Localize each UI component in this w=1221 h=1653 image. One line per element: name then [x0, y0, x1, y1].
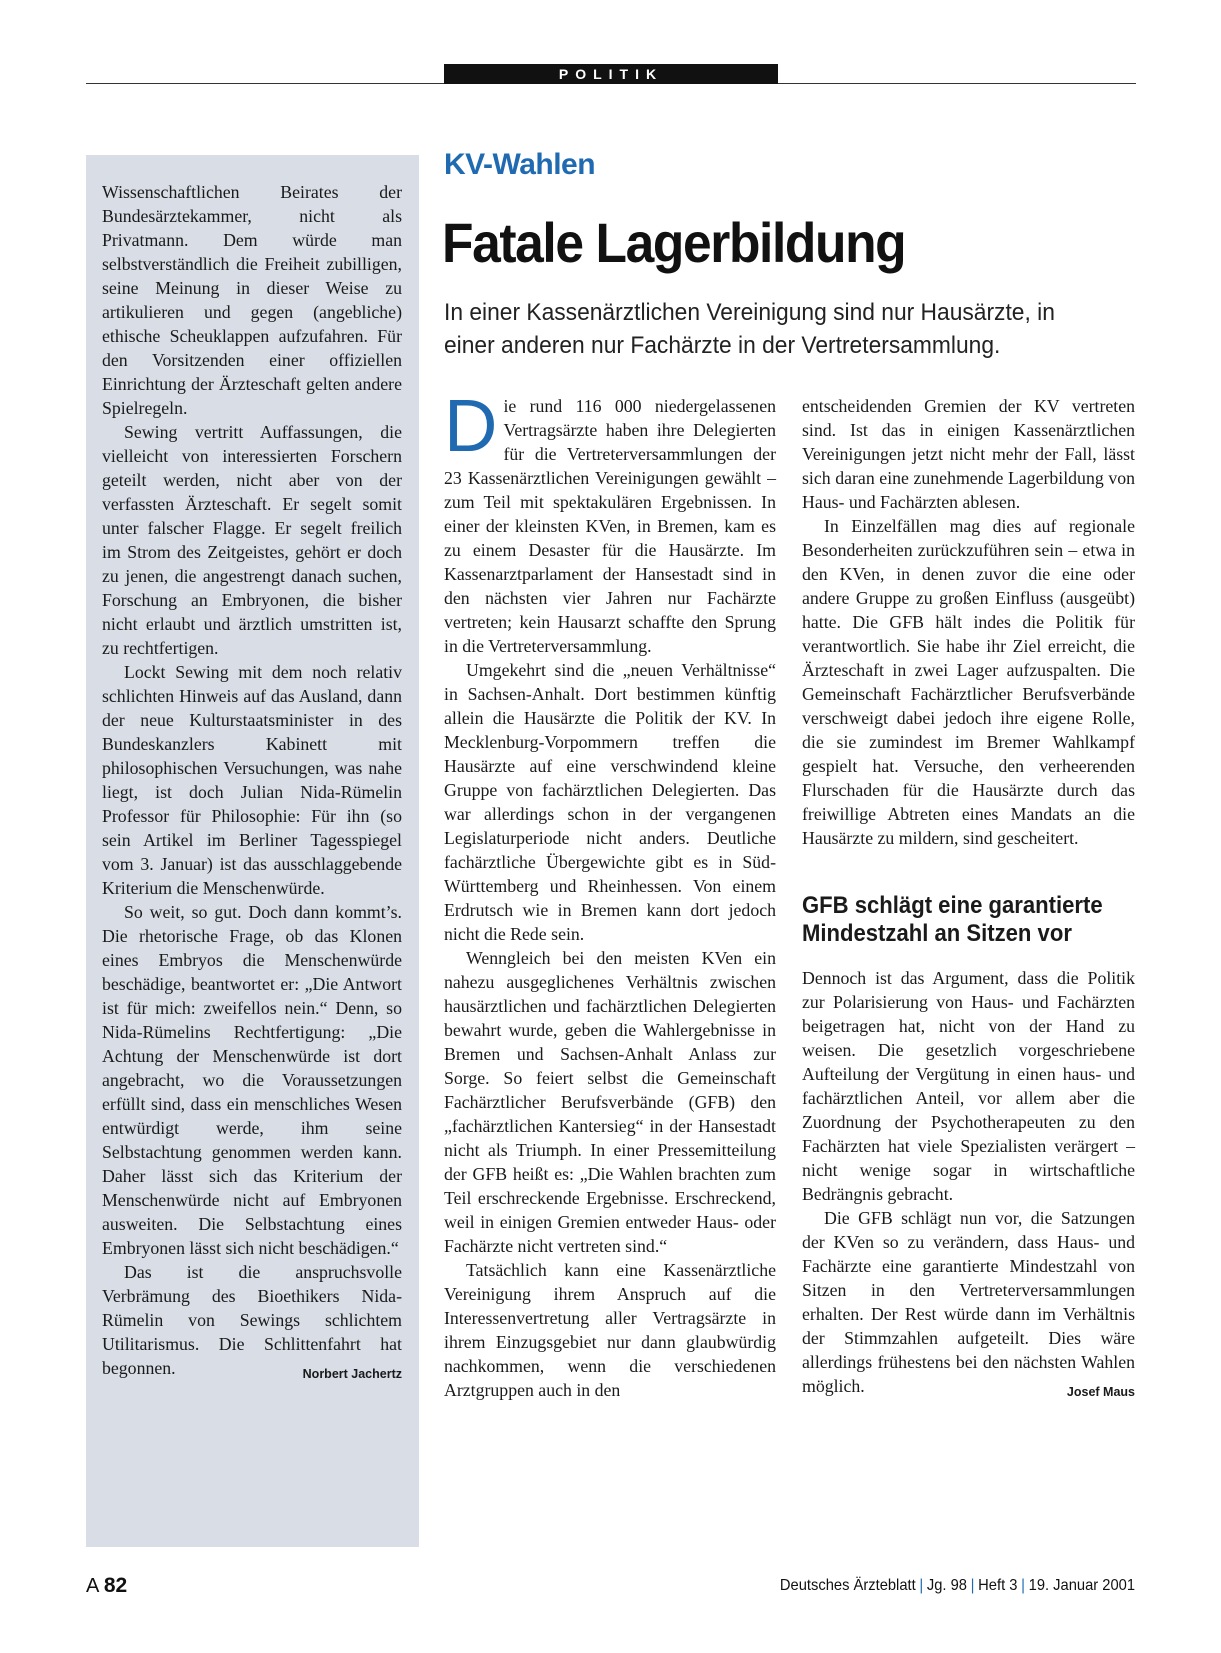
drop-cap: D: [444, 384, 498, 467]
sidebar-paragraph: So weit, so gut. Doch dann kommt’s. Die rhetorische Frage, ob das Klonen eines Embryos die Menschenwürde beschädige, beantwortet er: „Die Antwort ist für mich: zweifellos nein.“ Denn, so Nida-Rümelins Rechtfertigung: „Die Achtung der Menschenwürde ist dort angebracht, wo die Voraussetzungen erfüllt sind, dass ein menschliches Wesen entwürdigt werde, ihm seine Selbstachtung genommen werden kann. Daher lässt sich das Kriterium der Menschenwürde nicht auf Embryonen ausweiten. Die Selbstachtung eines Embryonen lässt sich nicht beschädigen.“: [102, 902, 402, 1258]
journal-issue: Heft 3: [978, 1577, 1018, 1594]
page-prefix: A: [86, 1575, 99, 1597]
sidebar-paragraph: [102, 1260, 402, 1380]
sidebar-text: [102, 180, 402, 1386]
article-paragraph: entscheidenden Gremien der KV vertreten sind. Ist das in einigen Kassenärztlichen Vereinigungen jetzt nicht mehr der Fall, lässt sich daran eine zunehmende Lagerbildung von Haus- und Fachärzten ablesen.: [802, 396, 1135, 512]
section-label: POLITIK: [444, 64, 778, 84]
journal-volume: Jg. 98: [926, 1577, 967, 1594]
article-paragraph: Umgekehrt sind die „neuen Verhältnisse“ in Sachsen-Anhalt. Dort bestimmen künftig allein die Hausärzte die Politik der KV. In Mecklenburg-Vorpommern treffen die Hausärzte auf eine verschwindend kleine Gruppe von fachärztlichen Delegierten. Das war allerdings schon in der vergangenen Legislaturperiode nicht anders. Deutliche fachärztliche Übergewichte gibt es in Süd-Württemberg und Rheinhessen. Von einem Erdrutsch wie in Bremen kann dort jedoch nicht die Rede sein.: [444, 660, 776, 944]
sidebar-paragraph: Lockt Sewing mit dem noch relativ schlichten Hinweis auf das Ausland, dann der neue Kulturstaatsminister in des Bundeskanzlers Kabinett mit philosophischen Versuchungen, was nahe liegt, ist doch Julian Nida-Rümelin Professor für Philosophie: Für ihn (so sein Artikel im Berliner Tagesspiegel vom 3. Januar) ist das ausschlaggebende Kriterium die Menschenwürde.: [102, 662, 402, 898]
subheading: GFB schlägt eine garantierte Mindestzahl an Sitzen vor: [802, 892, 1103, 947]
article-column-1: [444, 384, 776, 1402]
article-column-2: [802, 394, 1135, 1404]
article-author: Josef Maus: [1066, 1385, 1135, 1399]
kicker: KV-Wahlen: [444, 148, 596, 181]
headline: Fatale Lagerbildung: [442, 211, 906, 274]
page-number-value: 82: [103, 1574, 128, 1597]
article-last-text: Die GFB schlägt nun vor, die Satzungen der KVen so zu verändern, dass Haus- und Fachärzte eine garantierte Mindestzahl von Sitzen in den Vertreterversammlungen erhalten. Der Rest würde dann im Verhältnis der Stimmzahlen aufgeteilt. Dies wäre allerdings frühestens bei den nächsten Wahlen möglich.: [802, 1208, 1135, 1396]
sidebar-paragraph: Wissenschaftlichen Beirates der Bundesärztekammer, nicht als Privatmann. Dem würde man selbstverständlich die Freiheit zubilligen, seine Meinung in dieser Weise zu artikulieren und gegen (angebliche) ethische Scheuklappen aufzufahren. Für den Vorsitzenden einer offiziellen Einrichtung der Ärzteschaft gelten andere Spielregeln.: [102, 182, 402, 418]
article-paragraph: Wenngleich bei den meisten KVen ein nahezu ausgeglichenes Verhältnis zwischen hausärztlichen und fachärztlichen Delegierten bewahrt wurde, geben die Wahlergebnisse in Bremen und Sachsen-Anhalt Anlass zur Sorge. So feiert selbst die Gemeinschaft Fachärztlicher Berufsverbände (GFB) den „fachärztlichen Kantersieg“ in der Hansestadt nicht als Triumph. In einer Pressemitteilung der GFB heißt es: „Die Wahlen brachten zum Teil erschreckende Ergebnisse. Erschreckend, weil in einigen Gremien entweder Haus- oder Fachärzte nicht vertreten sind.“: [444, 948, 776, 1256]
separator: |: [970, 1577, 975, 1594]
article-paragraph: Tatsächlich kann eine Kassenärztliche Vereinigung ihrem Anspruch auf die Interessenvertretung aller Vertragsärzte in ihrem Einzugsgebiet nur dann glaubwürdig nachkommen, wenn die verschiedenen Arztgruppen auch in den: [444, 1260, 776, 1400]
article-paragraph: [444, 384, 776, 658]
article-paragraph: [802, 1206, 1135, 1398]
separator: |: [1021, 1577, 1025, 1594]
journal-footer: [780, 1577, 1135, 1595]
page-number: [86, 1574, 127, 1598]
article-paragraph: In Einzelfällen mag dies auf regionale Besonderheiten zurückzuführen sein – etwa in den KVen, in denen zuvor die eine oder andere Gruppe zu großen Einfluss (ausgeübt) hatte. Die GFB hält indes die Politik für verantwortlich. Sie habe ihr Ziel erreicht, die Ärzteschaft in zwei Lager aufzuspalten. Die Gemeinschaft Fachärztlicher Berufsverbände verschweigt dabei jedoch ihre eigene Rolle, die sie zumindest im Bremer Wahlkampf gespielt hat. Versuche, den verheerenden Flurschaden für die Hausärzte durch das freiwillige Abtreten eines Mandats an die Hausärzte zu mildern, sind gescheitert.: [802, 516, 1135, 848]
article-paragraph: Dennoch ist das Argument, dass die Politik zur Polarisierung von Haus- und Fachärzten beigetragen hat, nicht von der Hand zu weisen. Die gesetzlich vorgeschriebene Aufteilung der Vergütung in einen haus- und fachärztlichen Anteil, vor allem aber die Zuordnung der Psychotherapeuten zu den Fachärzten hat viele Spezialisten verärgert – nicht wenige sogar in wirtschaftliche Bedrängnis gebracht.: [802, 968, 1135, 1204]
sidebar-paragraph: Sewing vertritt Auffassungen, die vielleicht von interessierten Forschern geteilt werden, nicht aber von der verfassten Ärzteschaft. Er segelt somit unter falscher Flagge. Er segelt freilich im Strom des Zeitgeistes, gehört er doch zu jenen, die angestrengt danach suchen, Forschung an Embryonen, die bisher nicht erlaubt und ärztlich umstritten ist, zu rechtfertigen.: [102, 422, 402, 658]
deck: In einer Kassenärztlichen Vereinigung sind nur Hausärzte, in einer anderen nur Fachärzte in der Vertretersammlung.: [444, 299, 1055, 359]
journal-date: 19. Januar 2001: [1028, 1577, 1135, 1594]
separator: |: [919, 1577, 924, 1594]
journal-name: Deutsches Ärzteblatt: [779, 1577, 916, 1594]
article-paragraph-text: ie rund 116 000 niedergelassenen Vertragsärzte haben ihre Delegierten für die Vertreterversammlungen der 23 Kassenärztlichen Vereinigungen gewählt – zum Teil mit spektakulären Ergebnissen. In einer der kleinsten KVen, in Bremen, kam es zu einem Desaster für die Hausärzte. Im Kassenarztparlament der Hansestadt sind in den nächsten vier Jahren nur Fachärzte vertreten; kein Hausarzt schaffte den Sprung in die Vertreterversammlung.: [444, 396, 776, 656]
sidebar-last-text: Das ist die anspruchsvolle Verbrämung des Bioethikers Nida-Rümelin von Sewings schlichtem Utilitarismus. Die Schlittenfahrt hat begonnen.: [102, 1262, 402, 1378]
sidebar-author: Norbert Jachertz: [302, 1367, 402, 1381]
